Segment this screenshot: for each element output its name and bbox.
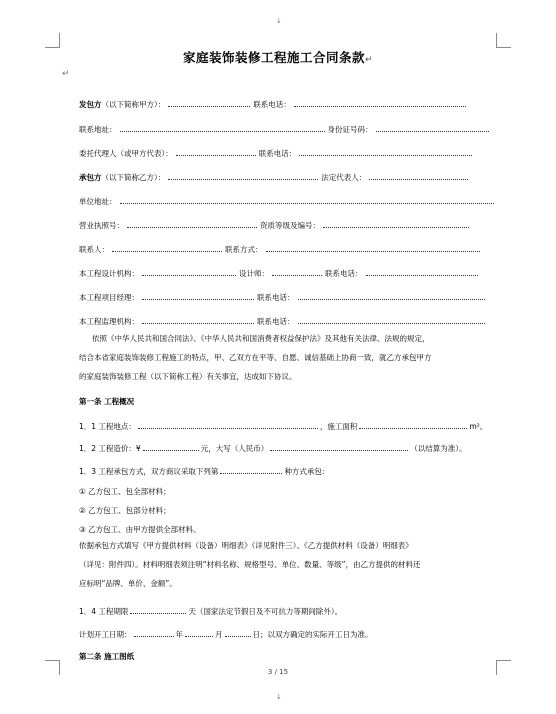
intro-paragraph (79, 329, 497, 386)
label: 1．1 工程地点： (79, 422, 136, 431)
clause-1-3 (79, 466, 329, 477)
label: 资质等级及编号： (260, 221, 320, 230)
label: 联系电话： (253, 100, 291, 109)
label: 联系电话： (325, 269, 363, 278)
blank (143, 443, 199, 451)
agent-line (79, 148, 472, 159)
label: 联系电话： (258, 149, 297, 158)
materials-paragraph (79, 536, 497, 593)
label: ，施工面积 (319, 422, 358, 431)
label: 委托代理人（或甲方代表）： (79, 149, 173, 158)
blank (142, 292, 254, 300)
blank (220, 466, 282, 474)
clause-1-1 (79, 421, 487, 432)
materials-line-3: 应标明“品牌、单价、金额”。 (79, 579, 177, 588)
supervision-line (79, 316, 485, 327)
label: 营业执照号： (79, 221, 124, 230)
blank (299, 148, 472, 156)
blank (112, 244, 222, 252)
blank (130, 606, 186, 614)
option-3: ③ 乙方包工、由甲方提供全部材料。 (79, 525, 201, 534)
blank (142, 316, 254, 324)
planned-start-line (79, 629, 373, 640)
label: 年 (175, 630, 183, 639)
intro-line-2: 结合本省家庭装饰装修工程施工的特点，甲、乙双方在平等、自愿、诚信基础上协商一致，就乙方承包甲方 (79, 353, 432, 362)
unit-address-line (79, 196, 494, 207)
blank (138, 421, 318, 429)
blank (176, 148, 256, 156)
label: 本工程项目经理： (79, 293, 139, 302)
label: （以结算为准）。 (410, 444, 467, 453)
blank (134, 629, 174, 637)
bottom-mark: ↓ (276, 693, 282, 701)
label: 发包方 (79, 100, 102, 109)
label: 计划开工日期： (79, 630, 132, 639)
top-mark: ↓ (276, 17, 282, 25)
label: 日；以双方确定的实际开工日为准。 (252, 630, 373, 639)
label: 身份证号码： (327, 125, 373, 134)
document-title-text: 家庭装饰装修工程施工合同条款 (182, 50, 365, 65)
label: 联系地址： (79, 125, 117, 134)
blank (272, 268, 322, 276)
blank (376, 124, 489, 132)
blank (225, 629, 251, 637)
blank (185, 629, 213, 637)
license-line (79, 220, 469, 231)
label: （以下简称甲方）： (101, 100, 166, 109)
blank (298, 316, 485, 324)
label: 单位地址： (79, 197, 117, 206)
blank (168, 172, 318, 180)
section-1-heading: 第一条 工程概况 (79, 397, 135, 406)
blank (127, 220, 257, 228)
blank (120, 196, 494, 204)
label: 联系电话： (257, 293, 295, 302)
label: 联系方式： (225, 245, 263, 254)
intro-line-3: 的家庭装饰装修工程（以下简称工程）有关事宜，达成如下协议。 (79, 372, 297, 381)
label: 1．4 工程期限 (79, 607, 129, 616)
crop-mark-top-left (45, 33, 60, 48)
label: 联系电话： (257, 317, 295, 326)
label: 1．3 工程承包方式，双方商议采取下列第 (79, 467, 219, 476)
label: 本工程设计机构： (79, 269, 139, 278)
materials-line-1: 依据承包方式填写《甲方提供材料（设备）明细表》（详见附件三）、《乙方提供材料（设备）明细表》 (79, 541, 413, 550)
clause-1-4 (79, 606, 342, 617)
section-2-heading: 第二条 施工图纸 (79, 652, 135, 661)
label: 1．2 工程造价：¥ (79, 444, 141, 453)
blank (359, 421, 467, 429)
party-a-line (79, 99, 466, 110)
intro-line-1: 依照《中华人民共和国合同法》、《中华人民共和国消费者权益保护法》及其他有关法律、法规的规定， (92, 334, 430, 343)
label: 法定代表人： (321, 173, 367, 182)
label: 天（国家法定节假日及不可抗力等期间除外）。 (188, 607, 343, 616)
label: 月 (215, 630, 223, 639)
clause-1-2 (79, 443, 466, 454)
label: 元，大写（人民币） (200, 444, 269, 453)
blank (298, 292, 485, 300)
blank (366, 268, 478, 276)
label: m²。 (469, 422, 488, 431)
label: 联系人： (79, 245, 109, 254)
label: 设计师： (239, 269, 269, 278)
manager-line (79, 292, 485, 303)
crop-mark-top-right (496, 33, 511, 48)
materials-line-2: （详见：附件四）。材料明细表须注明“材料名称、规格型号、单位、数量、等级”，由乙方提供的材料还 (79, 560, 421, 569)
blank (168, 99, 250, 107)
paragraph-mark: ↵ (62, 69, 70, 79)
option-1: ① 乙方包工、包全部材料； (79, 487, 171, 496)
option-2: ② 乙方包工、包部分材料； (79, 506, 171, 515)
blank (270, 443, 408, 451)
contact-line (79, 244, 480, 255)
title-paragraph-mark: ↵ (364, 55, 374, 65)
blank (266, 244, 480, 252)
label: （以下简称乙方）： (101, 173, 166, 182)
label: 种方式承包： (284, 467, 330, 476)
blank (120, 124, 325, 132)
party-b-line (79, 172, 468, 183)
blank (369, 172, 468, 180)
blank (142, 268, 236, 276)
label: 承包方 (79, 173, 102, 182)
blank (323, 220, 469, 228)
blank (294, 99, 466, 107)
address-line (79, 124, 489, 135)
document-title (0, 48, 556, 66)
label: 本工程监理机构： (79, 317, 139, 326)
design-line (79, 268, 478, 279)
page-number: 3 / 15 (267, 668, 289, 676)
